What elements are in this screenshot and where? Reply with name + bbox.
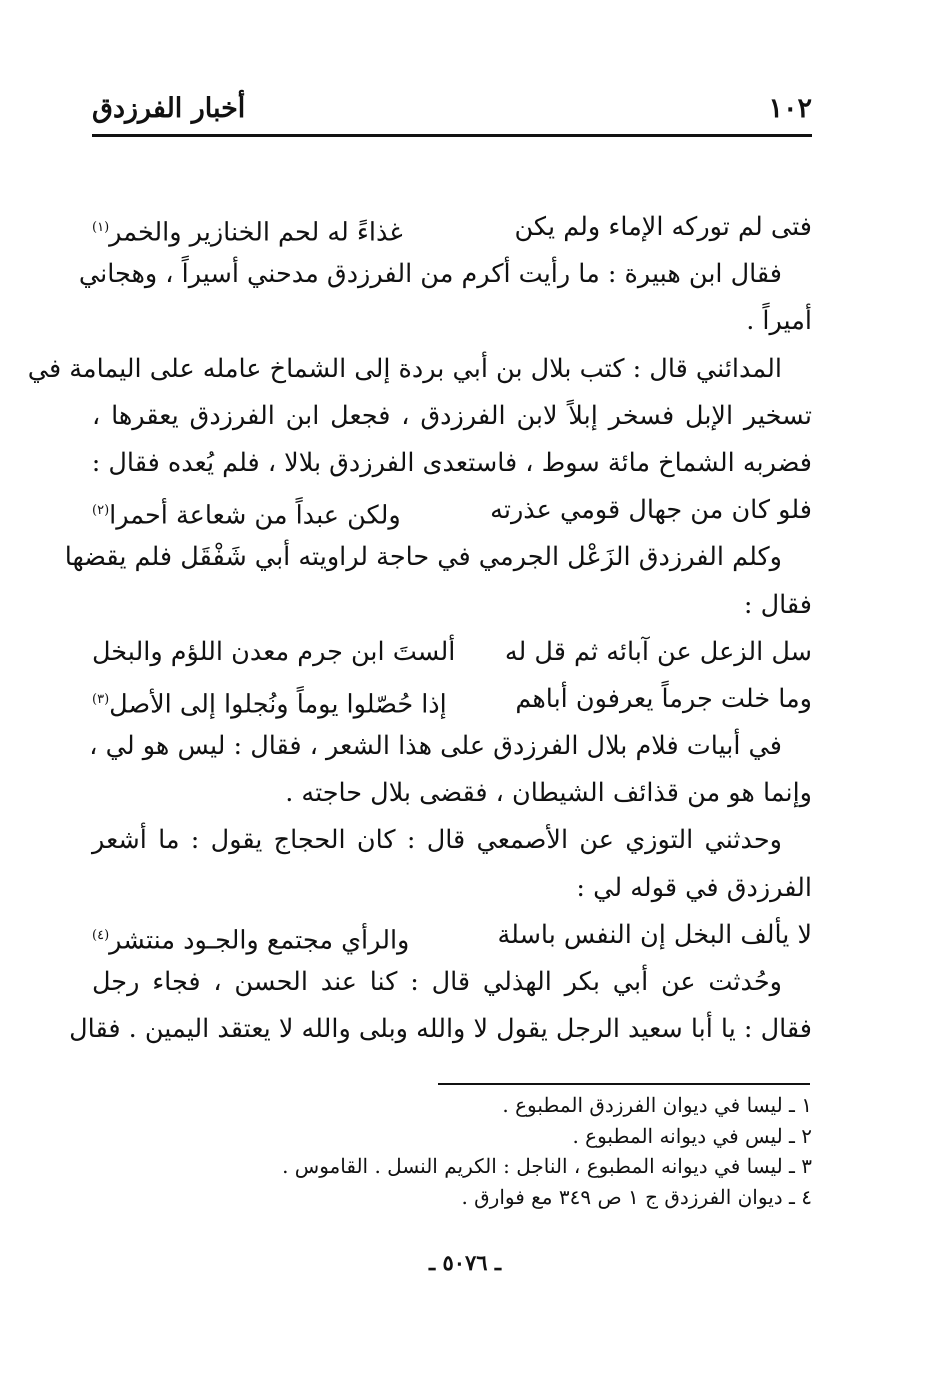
footnote: ٢ ـ ليس في ديوانه المطبوع .: [572, 1123, 812, 1148]
verse-first-hemistich: وما خلت جرماً يعرفون أباهم: [515, 683, 812, 714]
page-number: ١٠٢: [768, 93, 812, 124]
verse-second-hemistich: [92, 676, 447, 723]
verse-second-hemistich: [92, 912, 409, 959]
hemistich-text: إذا حُصّلوا يوماً ونُجلوا إلى الأصل: [109, 689, 447, 720]
hemistich-text: ولكن عبداً من شعاعة أحمرا: [109, 500, 401, 531]
paragraph-line: وحُدثت عن أبي بكر الهذلي قال : كنا عند الحسن ، فجاء رجل: [92, 967, 782, 997]
verse-second-hemistich: [92, 204, 403, 251]
paragraph-line: فضربه الشماخ مائة سوط ، فاستعدى الفرزدق بلالا ، فلم يُعده فقال :: [91, 447, 812, 478]
footnote-ref: (٣): [92, 691, 110, 707]
hemistich-text: غذاءً له لحم الخنازير والخمر: [109, 217, 403, 248]
footnotes: [92, 1090, 812, 1213]
footnote-divider: [438, 1083, 810, 1085]
main-text: [27, 204, 812, 1053]
paragraph-line: وإنما هو من قذائف الشيطان ، فقضى بلال حاجته .: [285, 778, 812, 809]
paragraph-line: وحدثني التوزي عن الأصمعي قال : كان الحجاج يقول : ما أشعر: [92, 825, 782, 856]
paragraph-line: فقال : يا أبا سعيد الرجل يقول لا والله وبلى والله لا يعتقد اليمين . فقال: [69, 1014, 812, 1045]
footnote: ٤ ـ ديوان الفرزدق ج ١ ص ٣٤٩ مع فوارق .: [461, 1185, 812, 1210]
verse-line: [92, 204, 812, 251]
paragraph-line: فقال ابن هبيرة : ما رأيت أكرم من الفرزدق مدحني أسيراً ، وهجاني: [78, 259, 782, 290]
verse-line: [92, 487, 812, 534]
paragraph-line: في أبيات فلام بلال الفرزدق على هذا الشعر ، فقال : ليس هو لي ،: [89, 731, 782, 762]
hemistich-text: والرأي مجتمع والجـود منتشر: [109, 925, 410, 956]
verse-first-hemistich: سل الزعل عن آبائه ثم قل له: [504, 636, 812, 667]
verse-line: [92, 676, 812, 723]
verse-first-hemistich: فتى لم توركه الإماء ولم يكن: [514, 212, 812, 242]
footnote-ref: (٤): [92, 927, 110, 943]
footnote: ١ ـ ليسا في ديوان الفرزدق المطبوع .: [502, 1093, 812, 1117]
footnote-ref: (١): [92, 220, 110, 235]
paragraph-line: أميراً .: [746, 306, 812, 337]
paragraph-line: تسخير الإبل فسخر إبلاً لابن الفرزدق ، فجعل ابن الفرزدق يعقرها ،: [92, 400, 812, 431]
page-footer-number: ـ ٥٠٧٦ ـ: [428, 1250, 502, 1275]
verse-line: [92, 912, 812, 959]
verse-second-hemistich: ألستَ ابن جرم معدن اللؤم والبخل: [92, 636, 456, 667]
paragraph-line: الفرزدق في قوله لي :: [576, 872, 812, 903]
footnote-ref: (٢): [92, 503, 110, 519]
verse-line: [92, 629, 812, 676]
verse-first-hemistich: فلو كان من جهال قومي عذرته: [490, 495, 812, 526]
footnote: ٣ ـ ليسا في ديوانه المطبوع ، الناجل : الكريم النسل . القاموس .: [282, 1154, 812, 1179]
verse-second-hemistich: [92, 487, 401, 534]
verse-first-hemistich: لا يألف البخل إن النفس باسلة: [497, 919, 812, 950]
running-title: أخبار الفرزدق: [92, 93, 246, 124]
paragraph-line: المدائني قال : كتب بلال بن أبي بردة إلى الشماخ عامله على اليمامة في: [27, 353, 782, 384]
paragraph-line: فقال :: [743, 589, 812, 620]
running-header: [92, 84, 812, 137]
paragraph-line: وكلم الفرزدق الزَعْل الجرمي في حاجة لراويته أبي شَفْقَل فلم يقضها: [64, 542, 782, 573]
